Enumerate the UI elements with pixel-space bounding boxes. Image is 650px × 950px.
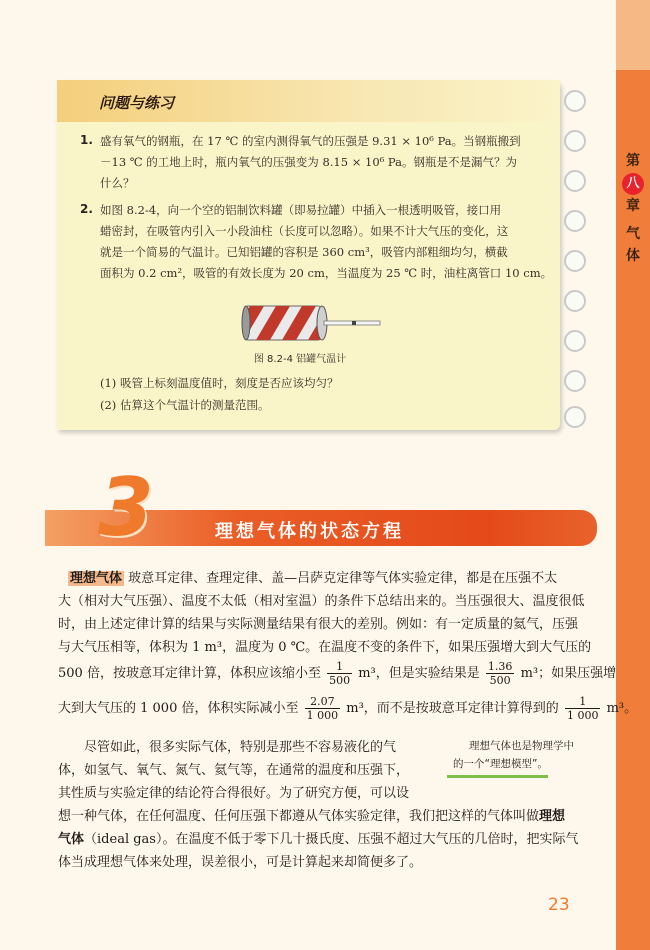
aluminum-can-thermometer-figure — [240, 300, 390, 346]
question-1-line: 什么？ — [100, 176, 135, 190]
sub-question-2: (2) 估算这个气温计的测量范围。 — [100, 398, 270, 412]
question-2-text — [100, 200, 555, 284]
body-text: （ideal gas） — [84, 832, 163, 847]
section-title: 理想气体的状态方程 — [215, 521, 404, 542]
body-text: m³，而不是按玻意耳定律计算得到的 — [346, 701, 559, 716]
body-text: 500 倍，按玻意耳定律计算，体积应该缩小至 — [58, 666, 321, 681]
body-line: 体当成理想气体来处理，误差很小，可是计算起来却简便多了。 — [58, 855, 423, 870]
body-text: 玻意耳定律、查理定律、盖—吕萨克定律等气体实验定律，都是在压强不太 — [128, 571, 558, 586]
term-bold: 气体 — [58, 832, 85, 847]
body-line — [68, 570, 608, 588]
sub-question-1: (1) 吸管上标刻温度值时，刻度是否应该均匀？ — [100, 376, 339, 390]
body-line: 尽管如此，很多实际气体，特别是那些不容易液化的气 — [84, 740, 397, 755]
body-text: 。在温度不低于零下几十摄氏度、压强不超过大气压的几倍时，把实际气 — [162, 832, 579, 847]
figure-caption: 图 8.2-4 铝罐气温计 — [253, 354, 347, 365]
ring-icon — [564, 330, 586, 352]
question-2-line: 如图 8.2-4，向一个空的铝制饮料罐（即易拉罐）中插入一根透明吸管，接口用 — [100, 203, 502, 217]
question-1-number: 1. — [80, 133, 93, 147]
body-line: 体，如氢气、氧气、氮气、氦气等，在通常的温度和压强下， — [58, 763, 410, 778]
ring-icon — [564, 290, 586, 312]
note-line-1: 理想气体也是物理学中 — [469, 740, 574, 752]
ring-icon — [564, 210, 586, 232]
question-1-line: 盛有氧气的钢瓶，在 17 ℃ 的室内测得氧气的压强是 9.31 × 10⁶ Pa。当钢瓶搬到 — [100, 134, 521, 148]
fraction-denominator: 500 — [489, 674, 511, 687]
ring-icon — [564, 90, 586, 112]
term-highlight: 理想气体 — [70, 571, 123, 586]
question-1-line: －13 ℃ 的工地上时，瓶内氧气的压强变为 8.15 × 10⁶ Pa。钢瓶是不是漏气？为 — [100, 155, 517, 169]
fraction-denominator: 1 000 — [306, 709, 339, 722]
chapter-name-char-1: 气 — [626, 226, 640, 242]
question-1-text — [100, 131, 555, 194]
fraction — [327, 660, 352, 687]
fraction-numerator: 1 — [565, 695, 601, 709]
question-2-line: 面积为 0.2 cm²，吸管的有效长度为 20 cm，当温度为 25 ℃ 时，油柱离管口 10 cm。 — [100, 266, 553, 280]
body-text: m³；如果压强增 — [520, 666, 617, 681]
chapter-number: 八 — [622, 173, 644, 195]
page-number: 23 — [548, 895, 570, 915]
question-2-line: 蜡密封，在吸管内引入一小段油柱（长度可以忽略）。如果不计大气压的变化，这 — [100, 224, 509, 238]
body-line: 时，由上述定律计算的结果与实际测量结果有很大的差别。例如：有一定质量的氦气，压强 — [58, 617, 579, 632]
fraction-numerator: 2.07 — [305, 695, 341, 709]
notebook-rings — [560, 88, 590, 428]
ring-icon — [564, 406, 586, 428]
note-line-2: 的一个“理想模型”。 — [447, 755, 548, 778]
fraction — [305, 695, 341, 722]
term-bold: 理想 — [539, 809, 566, 824]
chapter-name-char-2: 体 — [626, 248, 640, 264]
fraction-denominator: 1 000 — [566, 709, 599, 722]
body-line: 其性质与实验定律的结论符合得很好。为了研究方便，可以设 — [58, 786, 410, 801]
body-text: 大到大气压的 1 000 倍，体积实际减小至 — [58, 701, 299, 716]
chapter-prefix: 第 — [626, 153, 640, 169]
ring-icon — [564, 130, 586, 152]
chapter-side-tab — [616, 0, 650, 950]
body-line: 大（相对大气压强）、温度不太低（相对室温）的条件下总结出来的。当压强很大、温度很低 — [58, 594, 585, 609]
question-2-number: 2. — [80, 202, 93, 216]
margin-note — [447, 737, 612, 785]
section-number: 3 — [98, 461, 154, 554]
ring-icon — [564, 370, 586, 392]
fraction-denominator: 500 — [329, 674, 351, 687]
question-2-line: 就是一个简易的气温计。已知铝罐的容积是 360 cm³，吸管内部粗细均匀，横截 — [100, 245, 508, 259]
exercise-title: 问题与练习 — [99, 94, 175, 112]
fraction-numerator: 1 — [327, 660, 352, 674]
side-tab-top-band — [616, 0, 650, 70]
body-line — [58, 831, 598, 849]
chapter-suffix: 章 — [626, 198, 640, 214]
body-line — [58, 808, 598, 826]
body-line: 与大气压相等，体积为 1 m³，温度为 0 ℃。在温度不变的条件下，如果压强增大到大气压的 — [58, 640, 592, 655]
body-text: m³。 — [606, 701, 638, 716]
fraction — [486, 660, 515, 687]
body-text: m³，但是实验结果是 — [358, 666, 480, 681]
body-text: 想一种气体，在任何温度、任何压强下都遵从气体实验定律，我们把这样的气体叫做 — [58, 809, 540, 824]
body-line — [58, 657, 617, 691]
fraction — [565, 695, 601, 722]
fraction-numerator: 1.36 — [487, 660, 513, 673]
chapter-label — [616, 150, 650, 267]
ring-icon — [564, 250, 586, 272]
ring-icon — [564, 170, 586, 192]
body-line — [58, 692, 638, 726]
